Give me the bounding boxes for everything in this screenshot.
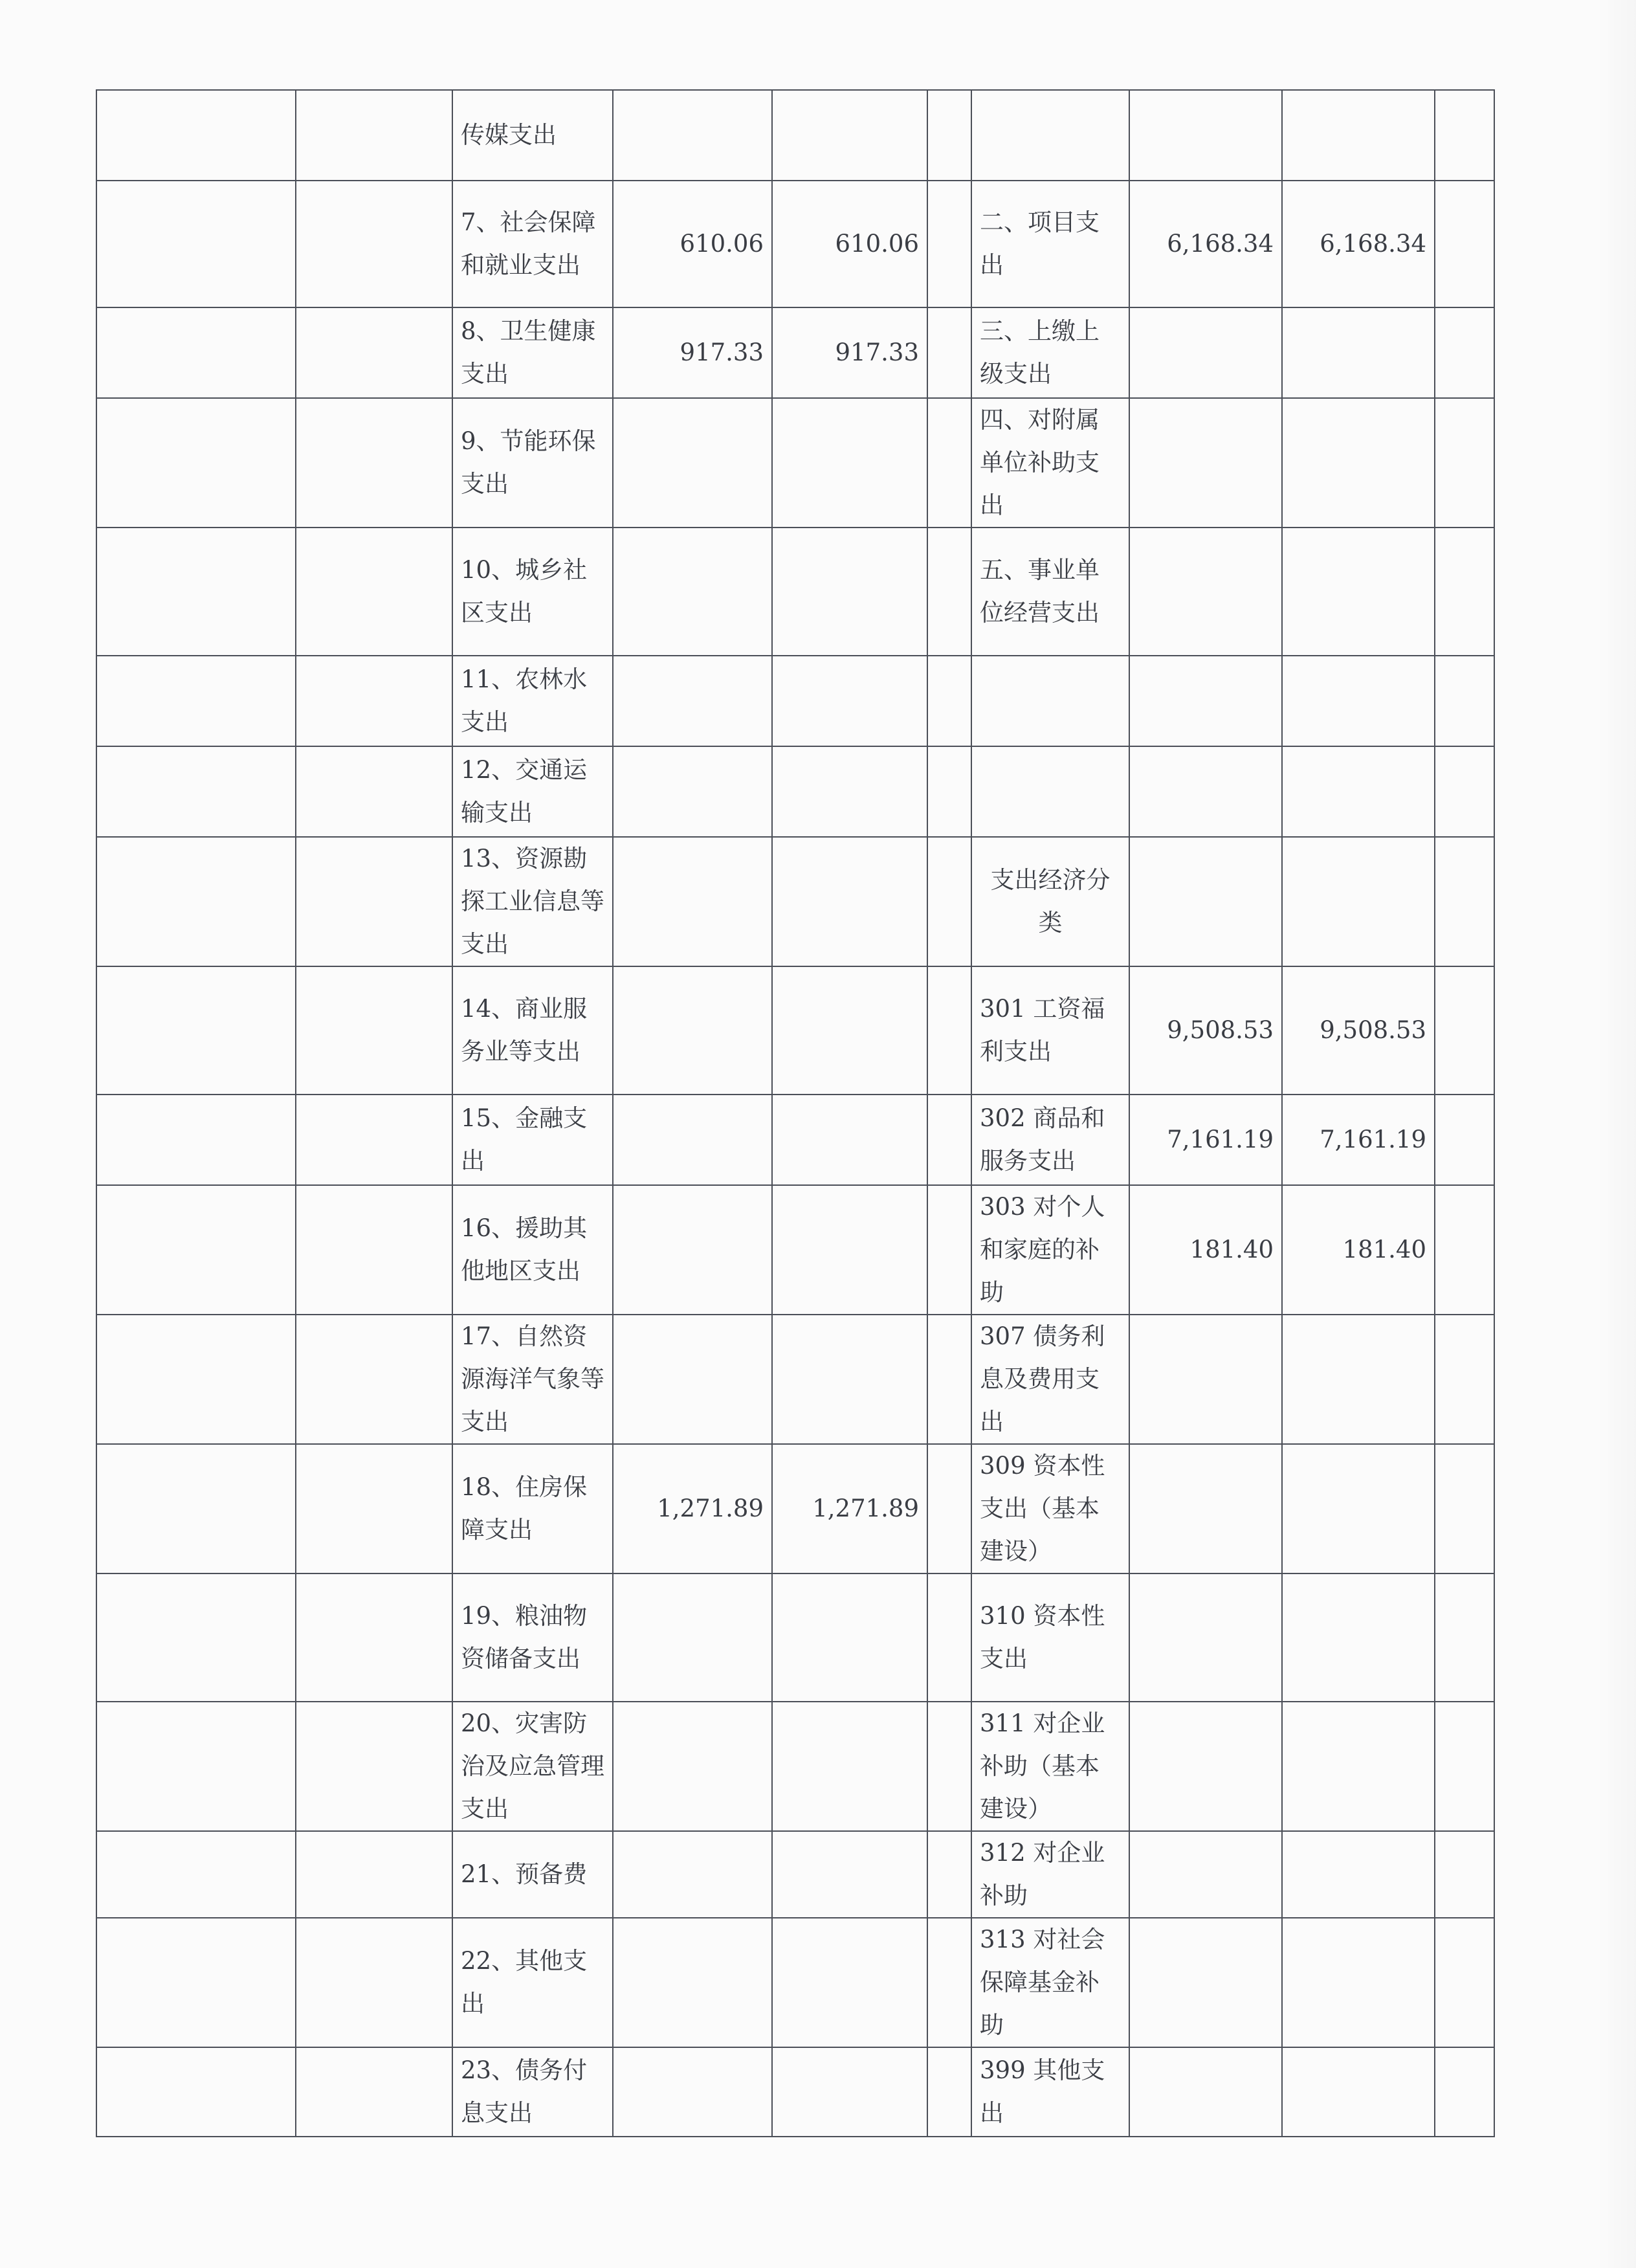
amount-cell xyxy=(1282,307,1435,398)
blank-cell xyxy=(1435,2047,1494,2137)
blank-cell xyxy=(927,1573,971,1702)
blank-cell xyxy=(1435,1444,1494,1573)
amount-cell xyxy=(613,746,772,837)
blank-cell xyxy=(296,181,452,307)
economic-category-cell: 399 其他支出 xyxy=(971,2047,1129,2137)
function-category-cell: 12、交通运输支出 xyxy=(452,746,613,837)
function-category-cell: 7、社会保障和就业支出 xyxy=(452,181,613,307)
amount-cell xyxy=(613,1315,772,1444)
amount-cell xyxy=(613,2047,772,2137)
amount-cell xyxy=(772,1831,927,1918)
blank-cell xyxy=(1435,746,1494,837)
amount-cell: 610.06 xyxy=(772,181,927,307)
blank-cell xyxy=(1435,656,1494,746)
table-row xyxy=(96,1918,1494,2047)
amount-cell xyxy=(1129,1702,1282,1831)
table-row xyxy=(96,1185,1494,1315)
amount-cell xyxy=(1129,1315,1282,1444)
economic-category-cell xyxy=(971,746,1129,837)
function-category-cell: 19、粮油物资储备支出 xyxy=(452,1573,613,1702)
blank-cell xyxy=(296,2047,452,2137)
blank-cell xyxy=(96,746,296,837)
amount-cell xyxy=(772,746,927,837)
amount-cell xyxy=(1129,1831,1282,1918)
blank-cell xyxy=(296,528,452,656)
table-row xyxy=(96,746,1494,837)
amount-cell xyxy=(1282,1918,1435,2047)
blank-cell xyxy=(96,1315,296,1444)
amount-cell xyxy=(1282,1315,1435,1444)
amount-cell xyxy=(613,528,772,656)
amount-cell xyxy=(1282,528,1435,656)
blank-cell xyxy=(927,1315,971,1444)
amount-cell xyxy=(1282,398,1435,528)
amount-cell xyxy=(613,1702,772,1831)
function-category-cell: 20、灾害防治及应急管理支出 xyxy=(452,1702,613,1831)
amount-cell xyxy=(613,1918,772,2047)
economic-category-cell: 312 对企业补助 xyxy=(971,1831,1129,1918)
amount-cell: 181.40 xyxy=(1129,1185,1282,1315)
amount-cell xyxy=(1129,1444,1282,1573)
table-row xyxy=(96,1573,1494,1702)
blank-cell xyxy=(96,1444,296,1573)
amount-cell xyxy=(1129,398,1282,528)
function-category-cell: 11、农林水支出 xyxy=(452,656,613,746)
blank-cell xyxy=(1435,398,1494,528)
blank-cell xyxy=(96,966,296,1095)
blank-cell xyxy=(927,398,971,528)
economic-category-cell: 309 资本性支出（基本建设） xyxy=(971,1444,1129,1573)
blank-cell xyxy=(927,1444,971,1573)
blank-cell xyxy=(927,746,971,837)
economic-category-cell: 310 资本性支出 xyxy=(971,1573,1129,1702)
amount-cell xyxy=(772,656,927,746)
amount-cell xyxy=(772,1573,927,1702)
blank-cell xyxy=(1435,528,1494,656)
blank-cell xyxy=(1435,1702,1494,1831)
blank-cell xyxy=(96,1573,296,1702)
blank-cell xyxy=(296,1444,452,1573)
amount-cell xyxy=(1129,1918,1282,2047)
blank-cell xyxy=(96,2047,296,2137)
amount-cell: 9,508.53 xyxy=(1282,966,1435,1095)
blank-cell xyxy=(296,1831,452,1918)
economic-category-cell: 三、上缴上级支出 xyxy=(971,307,1129,398)
function-category-cell: 传媒支出 xyxy=(452,90,613,181)
blank-cell xyxy=(296,1315,452,1444)
blank-cell xyxy=(927,1185,971,1315)
function-category-cell: 8、卫生健康支出 xyxy=(452,307,613,398)
blank-cell xyxy=(296,1702,452,1831)
blank-cell xyxy=(927,1831,971,1918)
table-row xyxy=(96,2047,1494,2137)
blank-cell xyxy=(96,90,296,181)
amount-cell xyxy=(1282,1831,1435,1918)
table-row xyxy=(96,656,1494,746)
amount-cell xyxy=(772,1702,927,1831)
blank-cell xyxy=(96,837,296,966)
blank-cell xyxy=(927,1095,971,1185)
economic-category-cell xyxy=(971,90,1129,181)
blank-cell xyxy=(927,1702,971,1831)
economic-category-cell xyxy=(971,656,1129,746)
amount-cell xyxy=(613,90,772,181)
amount-cell: 181.40 xyxy=(1282,1185,1435,1315)
amount-cell xyxy=(613,1831,772,1918)
amount-cell: 917.33 xyxy=(772,307,927,398)
function-category-cell: 9、节能环保支出 xyxy=(452,398,613,528)
amount-cell xyxy=(613,837,772,966)
blank-cell xyxy=(927,656,971,746)
blank-cell xyxy=(296,966,452,1095)
economic-category-cell: 302 商品和服务支出 xyxy=(971,1095,1129,1185)
table-row xyxy=(96,1095,1494,1185)
blank-cell xyxy=(927,966,971,1095)
amount-cell: 917.33 xyxy=(613,307,772,398)
amount-cell xyxy=(1282,1573,1435,1702)
economic-category-cell: 307 债务利息及费用支出 xyxy=(971,1315,1129,1444)
budget-table xyxy=(96,89,1495,2137)
amount-cell: 1,271.89 xyxy=(772,1444,927,1573)
blank-cell xyxy=(927,2047,971,2137)
blank-cell xyxy=(1435,1315,1494,1444)
table-row xyxy=(96,1702,1494,1831)
economic-category-cell: 313 对社会保障基金补助 xyxy=(971,1918,1129,2047)
amount-cell xyxy=(772,1918,927,2047)
table-row xyxy=(96,966,1494,1095)
table-row xyxy=(96,1444,1494,1573)
blank-cell xyxy=(1435,307,1494,398)
amount-cell xyxy=(1129,656,1282,746)
function-category-cell: 21、预备费 xyxy=(452,1831,613,1918)
blank-cell xyxy=(296,656,452,746)
table-row xyxy=(96,837,1494,966)
amount-cell: 6,168.34 xyxy=(1282,181,1435,307)
blank-cell xyxy=(927,837,971,966)
blank-cell xyxy=(1435,966,1494,1095)
blank-cell xyxy=(1435,1918,1494,2047)
blank-cell xyxy=(96,528,296,656)
table-row xyxy=(96,528,1494,656)
economic-category-header: 支出经济分类 xyxy=(971,837,1129,966)
function-category-cell: 15、金融支出 xyxy=(452,1095,613,1185)
amount-cell: 1,271.89 xyxy=(613,1444,772,1573)
amount-cell xyxy=(613,1095,772,1185)
function-category-cell: 13、资源勘探工业信息等支出 xyxy=(452,837,613,966)
blank-cell xyxy=(1435,1185,1494,1315)
amount-cell xyxy=(1129,528,1282,656)
scan-edge-shadow xyxy=(1597,0,1636,2268)
amount-cell: 610.06 xyxy=(613,181,772,307)
blank-cell xyxy=(96,1831,296,1918)
function-category-cell: 17、自然资源海洋气象等支出 xyxy=(452,1315,613,1444)
amount-cell xyxy=(772,90,927,181)
amount-cell xyxy=(772,528,927,656)
blank-cell xyxy=(296,1095,452,1185)
amount-cell xyxy=(1282,1702,1435,1831)
blank-cell xyxy=(96,656,296,746)
function-category-cell: 22、其他支出 xyxy=(452,1918,613,2047)
economic-category-cell: 311 对企业补助（基本建设） xyxy=(971,1702,1129,1831)
amount-cell xyxy=(1282,746,1435,837)
blank-cell xyxy=(1435,90,1494,181)
amount-cell: 7,161.19 xyxy=(1129,1095,1282,1185)
table-row xyxy=(96,1315,1494,1444)
amount-cell xyxy=(1282,2047,1435,2137)
blank-cell xyxy=(96,398,296,528)
amount-cell xyxy=(1129,307,1282,398)
economic-category-cell: 303 对个人和家庭的补助 xyxy=(971,1185,1129,1315)
blank-cell xyxy=(927,181,971,307)
amount-cell xyxy=(1129,1573,1282,1702)
function-category-cell: 23、债务付息支出 xyxy=(452,2047,613,2137)
blank-cell xyxy=(296,90,452,181)
blank-cell xyxy=(96,181,296,307)
amount-cell xyxy=(772,2047,927,2137)
amount-cell: 7,161.19 xyxy=(1282,1095,1435,1185)
blank-cell xyxy=(1435,181,1494,307)
amount-cell xyxy=(1282,1444,1435,1573)
economic-category-cell: 五、事业单位经营支出 xyxy=(971,528,1129,656)
table-row xyxy=(96,398,1494,528)
amount-cell xyxy=(1129,837,1282,966)
blank-cell xyxy=(296,307,452,398)
amount-cell xyxy=(1282,656,1435,746)
table-row xyxy=(96,1831,1494,1918)
function-category-cell: 14、商业服务业等支出 xyxy=(452,966,613,1095)
amount-cell xyxy=(772,966,927,1095)
blank-cell xyxy=(96,307,296,398)
table-row xyxy=(96,181,1494,307)
amount-cell xyxy=(613,1573,772,1702)
amount-cell xyxy=(772,398,927,528)
amount-cell xyxy=(613,398,772,528)
function-category-cell: 10、城乡社区支出 xyxy=(452,528,613,656)
amount-cell: 6,168.34 xyxy=(1129,181,1282,307)
amount-cell xyxy=(1282,837,1435,966)
economic-category-cell: 301 工资福利支出 xyxy=(971,966,1129,1095)
blank-cell xyxy=(96,1185,296,1315)
blank-cell xyxy=(927,90,971,181)
blank-cell xyxy=(296,1918,452,2047)
amount-cell xyxy=(772,1185,927,1315)
table-row xyxy=(96,307,1494,398)
blank-cell xyxy=(296,837,452,966)
amount-cell: 9,508.53 xyxy=(1129,966,1282,1095)
amount-cell xyxy=(1129,2047,1282,2137)
blank-cell xyxy=(96,1918,296,2047)
blank-cell xyxy=(1435,1831,1494,1918)
amount-cell xyxy=(613,966,772,1095)
amount-cell xyxy=(613,1185,772,1315)
table-row xyxy=(96,90,1494,181)
blank-cell xyxy=(1435,1095,1494,1185)
amount-cell xyxy=(772,1095,927,1185)
function-category-cell: 18、住房保障支出 xyxy=(452,1444,613,1573)
blank-cell xyxy=(296,1573,452,1702)
blank-cell xyxy=(1435,1573,1494,1702)
blank-cell xyxy=(296,1185,452,1315)
economic-category-cell: 四、对附属单位补助支出 xyxy=(971,398,1129,528)
blank-cell xyxy=(1435,837,1494,966)
economic-category-cell: 二、项目支出 xyxy=(971,181,1129,307)
amount-cell xyxy=(772,837,927,966)
blank-cell xyxy=(296,398,452,528)
blank-cell xyxy=(96,1095,296,1185)
blank-cell xyxy=(96,1702,296,1831)
blank-cell xyxy=(927,307,971,398)
amount-cell xyxy=(772,1315,927,1444)
amount-cell xyxy=(1129,90,1282,181)
amount-cell xyxy=(1282,90,1435,181)
blank-cell xyxy=(296,746,452,837)
blank-cell xyxy=(927,528,971,656)
amount-cell xyxy=(613,656,772,746)
blank-cell xyxy=(927,1918,971,2047)
function-category-cell: 16、援助其他地区支出 xyxy=(452,1185,613,1315)
amount-cell xyxy=(1129,746,1282,837)
